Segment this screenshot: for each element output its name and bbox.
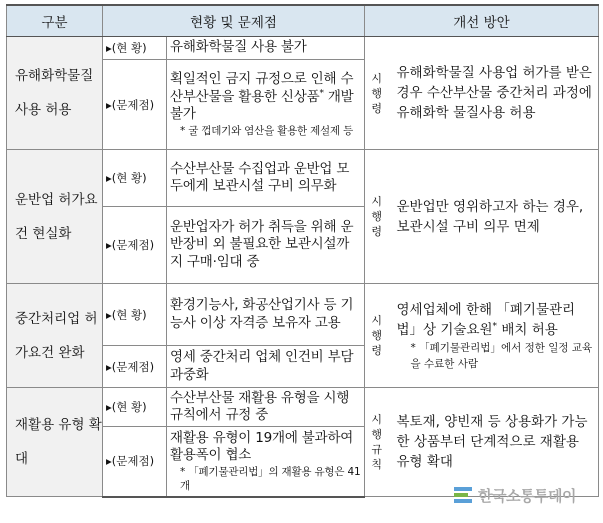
status-tag: ▸(현 황) bbox=[103, 37, 167, 60]
plan-text: 운반업만 영위하고자 하는 경우, 보관시설 구비 의무 면제 bbox=[389, 150, 599, 284]
footnote-text: * 「폐기물관리법」에서 정한 일정 교육을 수료한 사람 bbox=[410, 341, 593, 370]
table-row bbox=[7, 150, 599, 207]
row-category: 운반업 허가요건 현실화 bbox=[7, 150, 103, 284]
policy-table-container bbox=[6, 4, 598, 498]
plan-text: 유해화학물질 사용업 허가를 받은 경우 수산부산물 중간처리 과정에 유해화학 물질사용 허용 bbox=[389, 37, 599, 150]
problem-text: 운반업자가 허가 취득을 위해 운반장비 외 불필요한 보관시설까지 구매·임대 중 bbox=[167, 207, 365, 284]
row-category: 재활용 유형 확대 bbox=[7, 388, 103, 497]
legal-level bbox=[365, 388, 389, 497]
status-text: 수산부산물 재활용 유형을 시행규칙에서 규정 중 bbox=[167, 388, 365, 427]
legal-level bbox=[365, 150, 389, 284]
plan-text: 영세업체에 한해 「폐기물관리법」상 기술요원 bbox=[396, 301, 576, 338]
status-tag: ▸(현 황) bbox=[103, 388, 167, 427]
legal-level-text: 시행규칙 bbox=[371, 413, 383, 471]
plan-text-tail: 배치 허용 bbox=[497, 321, 558, 338]
legal-level bbox=[365, 284, 389, 388]
header-category: 구분 bbox=[7, 5, 103, 37]
footnote-text: * 굴 껍데기와 염산을 활용한 제설제 등 bbox=[180, 124, 354, 137]
policy-table bbox=[6, 4, 599, 498]
problem-cell bbox=[167, 427, 365, 497]
row-category: 유해화학물질 사용 허용 bbox=[7, 37, 103, 150]
status-tag: ▸(현 황) bbox=[103, 150, 167, 207]
plan-text: 복토재, 양빈재 등 상용화가 가능한 상품부터 단계적으로 재활용 유형 확대 bbox=[389, 388, 599, 497]
status-text: 수산부산물 수집업과 운반업 모두에게 보관시설 구비 의무화 bbox=[167, 150, 365, 207]
legal-level-text: 시행령 bbox=[371, 71, 383, 115]
legal-level-text: 시행령 bbox=[371, 314, 383, 357]
table-header-row bbox=[7, 5, 599, 37]
problem-tag: ▸(문제점) bbox=[103, 207, 167, 284]
problem-text: 영세 중간처리 업체 인건비 부담 과중화 bbox=[167, 346, 365, 388]
table-row bbox=[7, 388, 599, 427]
problem-tag: ▸(문제점) bbox=[103, 60, 167, 150]
header-status: 현황 및 문제점 bbox=[103, 5, 365, 37]
status-text: 유해화학물질 사용 불가 bbox=[167, 37, 365, 60]
stacked-bars-logo-icon bbox=[452, 485, 474, 505]
problem-text-tail: 개발 불가 bbox=[170, 88, 354, 123]
table-row bbox=[7, 284, 599, 346]
plan-cell bbox=[389, 284, 599, 388]
header-plan: 개선 방안 bbox=[365, 5, 599, 37]
problem-cell bbox=[167, 60, 365, 150]
problem-tag: ▸(문제점) bbox=[103, 346, 167, 388]
problem-text: 획일적인 금지 규정으로 인해 수산부산물을 활용한 신상품 bbox=[170, 71, 354, 105]
footnote-mark: * bbox=[319, 88, 324, 99]
status-tag: ▸(현 황) bbox=[103, 284, 167, 346]
problem-tag: ▸(문제점) bbox=[103, 427, 167, 497]
row-category: 중간처리업 허가요건 완화 bbox=[7, 284, 103, 388]
problem-text: 재활용 유형이 19개에 불과하여 활용폭이 협소 bbox=[170, 429, 354, 464]
status-text: 환경기능사, 화공산업기사 등 기능사 이상 자격증 보유자 고용 bbox=[167, 284, 365, 346]
table-row bbox=[7, 37, 599, 60]
legal-level bbox=[365, 37, 389, 150]
watermark-text: 한국소통투데이 bbox=[478, 486, 576, 505]
watermark bbox=[452, 484, 600, 506]
footnote-mark: * bbox=[492, 321, 498, 331]
footnote-text: * 「폐기물관리법」의 재활용 유형은 41개 bbox=[180, 465, 361, 492]
legal-level-text: 시행령 bbox=[371, 195, 383, 238]
